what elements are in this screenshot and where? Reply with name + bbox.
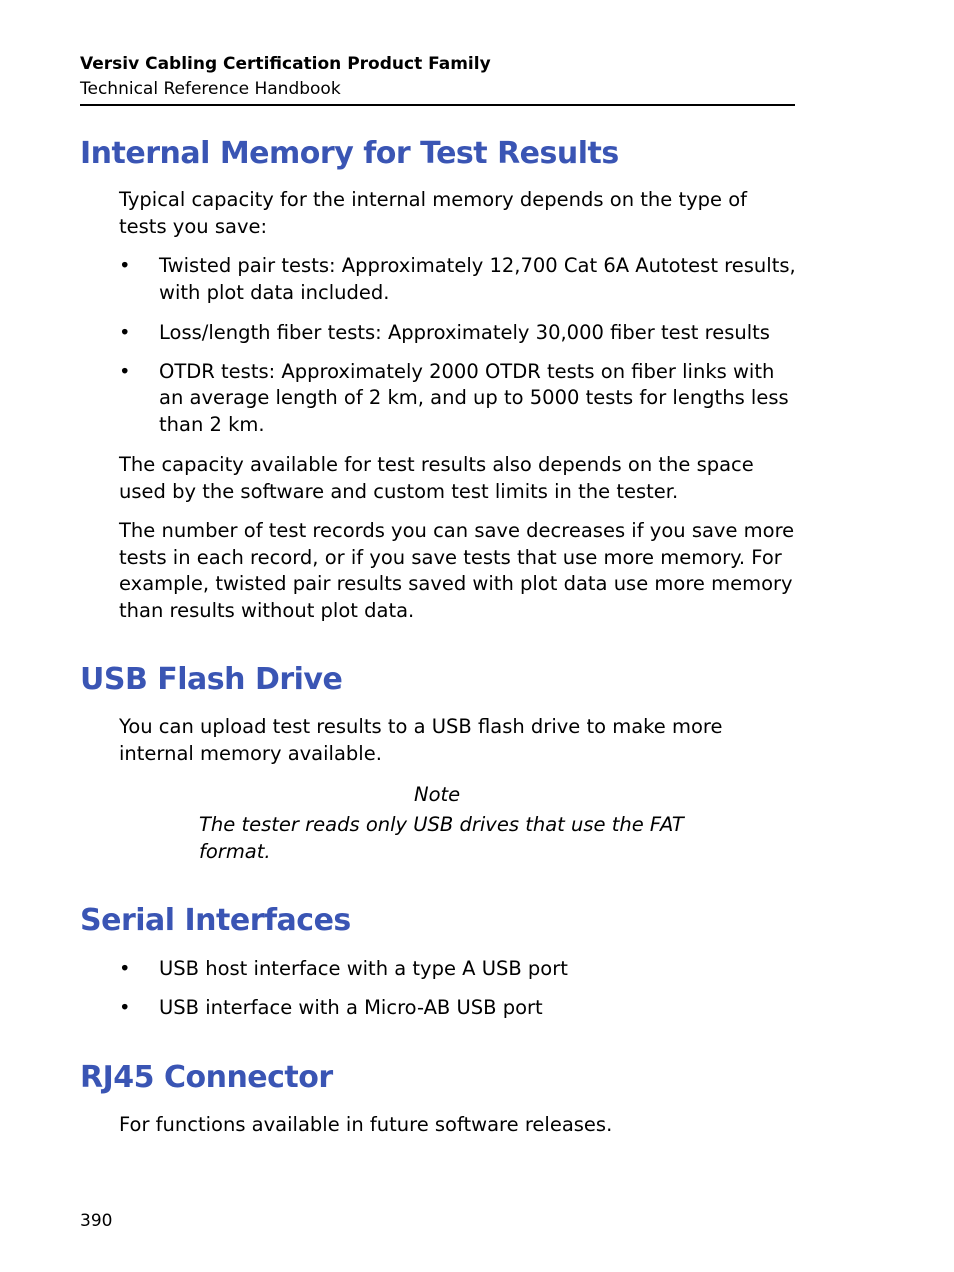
memory-intro: Typical capacity for the internal memory depends on the type of tests you save: [119,188,748,238]
bullet-text: USB host interface with a type A USB port [159,957,568,980]
bullet-text: Loss/length fiber tests: Approximately 30,000 fiber test results [159,321,770,344]
usb-intro: You can upload test results to a USB flash drive to make more internal memory available. [119,715,723,765]
bullet-icon: • [119,995,131,1019]
bullet-icon: • [119,254,131,277]
bullet-icon: • [119,321,131,344]
bullet-text: USB interface with a Micro-AB USB port [159,995,543,1019]
page-header [80,52,795,106]
document-subtitle: Technical Reference Handbook [80,79,341,99]
bullet-text: Twisted pair tests: Approximately 12,700 Cat 6A Autotest results, with plot data included. [159,254,796,304]
list-item [119,359,799,439]
page-number: 390 [80,1211,113,1231]
note-text: The tester reads only USB drives that use the FAT format. [199,813,684,863]
list-item [119,253,799,306]
heading-serial-interfaces: Serial Interfaces [80,903,351,938]
document-title: Versiv Cabling Certification Product Family [80,54,491,74]
list-item [119,995,799,1022]
list-item [119,320,799,347]
bullet-icon: • [119,359,131,383]
memory-records-paragraph: The number of test records you can save decreases if you save more tests in each record, or if you save tests that use more memory. For example, twisted pair results saved with plot data use more memory than results without plot data. [119,519,795,622]
list-item [119,956,799,983]
bullet-icon: • [119,957,131,980]
memory-capacity-paragraph: The capacity available for test results also depends on the space used by the software and custom test limits in the tester. [119,453,754,503]
memory-bullet-list [119,253,799,438]
bullet-text: OTDR tests: Approximately 2000 OTDR tests on fiber links with an average length of 2 km, and up to 5000 tests for lengths less than 2 km. [159,359,789,436]
heading-rj45-connector: RJ45 Connector [80,1060,333,1095]
rj45-intro: For functions available in future software releases. [119,1113,613,1136]
heading-usb-flash-drive: USB Flash Drive [80,662,343,697]
heading-internal-memory: Internal Memory for Test Results [80,136,619,171]
note-label: Note [414,783,461,806]
serial-bullet-list [119,956,799,1021]
